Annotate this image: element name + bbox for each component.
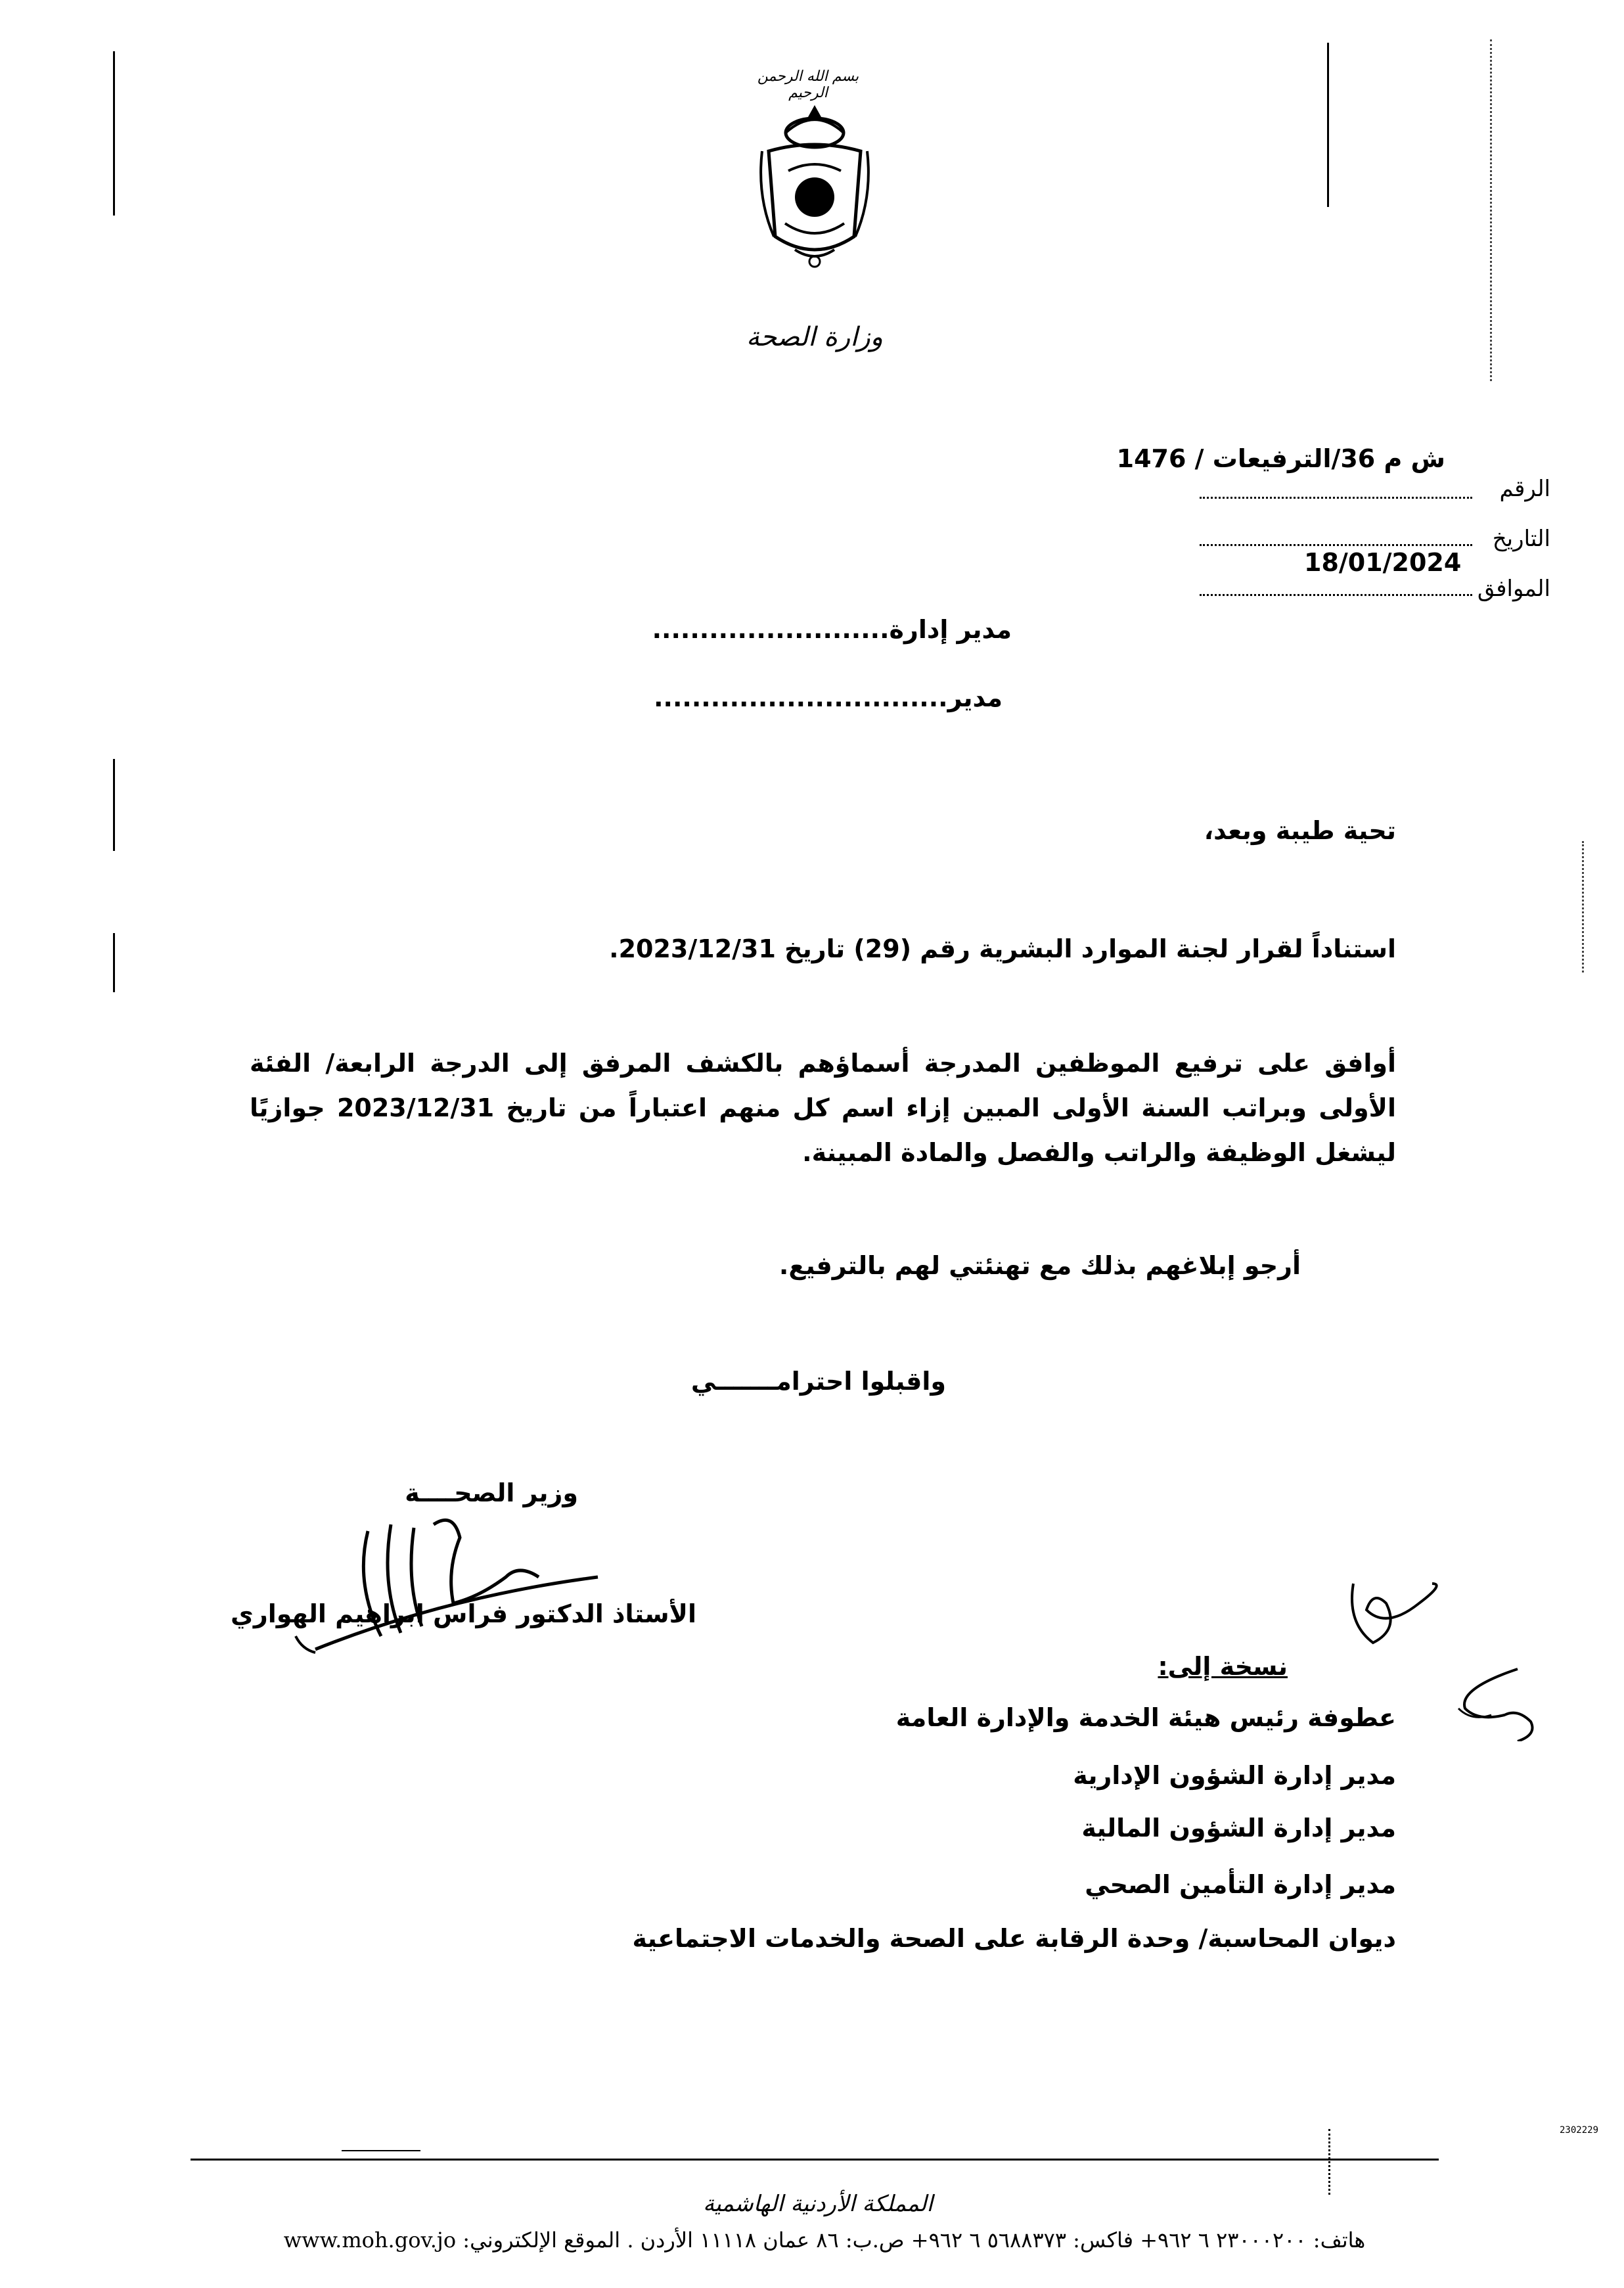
coat-of-arms-emblem (749, 99, 880, 276)
margin-line-left-lower (113, 933, 115, 992)
reference-number-dots (1200, 497, 1472, 499)
basmala: بسم الله الرحمن الرحيم (757, 68, 859, 101)
letter-closing: واقبلوا احترامـــــــي (690, 1367, 946, 1396)
margin-line-right-lower (1582, 841, 1586, 972)
letter-greeting: تحية طيبة وبعد، (1204, 816, 1396, 845)
footer-tick (1328, 2129, 1332, 2195)
ministry-name: وزارة الصحة (746, 322, 883, 352)
letter-main-paragraph: أوافق على ترفيع الموظفين المدرجة أسماؤهم بالكشف المرفق إلى الدرجة الرابعة/ الفئة الأولى وبراتب السنة الأولى المبين إزاء اسم كل منهم اعتباراً من تاريخ 2023/12/31 جوازيًا ليشغل الوظيفة والراتب والفصل والمادة المبينة. (250, 1049, 1396, 1167)
reference-date-value: 18/01/2024 (1304, 548, 1462, 577)
copy-recipient-3: مدير إدارة الشؤون المالية (1081, 1814, 1396, 1842)
signatory-name: الأستاذ الدكتور فراس ابراهيم الهواري (231, 1599, 696, 1628)
reference-date-dots (1200, 544, 1472, 546)
margin-line-right-top (1327, 43, 1329, 207)
handwritten-signature (276, 1498, 604, 1662)
document-side-code: 2302229 (1560, 2125, 1599, 2136)
margin-line-right-dotted (1490, 39, 1494, 381)
copy-recipient-1: عطوفة رئيس هيئة الخدمة والإدارة العامة (895, 1703, 1396, 1732)
footer-country: المملكة الأردنية الهاشمية (703, 2191, 933, 2217)
copy-recipient-2: مدير إدارة الشؤون الإدارية (1073, 1761, 1396, 1790)
margin-line-left-top (113, 51, 115, 216)
initials-mark-1 (1340, 1570, 1452, 1649)
footer-small-stamp-line (342, 2150, 420, 2151)
margin-line-left-middle (113, 759, 115, 851)
reference-hijri-label: الموافق (1477, 576, 1550, 602)
reference-hijri-dots (1200, 594, 1472, 596)
reference-number-label: الرقم (1499, 476, 1550, 502)
footer-rule (191, 2159, 1439, 2161)
letter-request-line: أرجو إبلاغهم بذلك مع تهنئتي لهم بالترفيع. (778, 1251, 1301, 1280)
addressee-line-2: مدير............................... (654, 683, 1003, 712)
reference-number-value: ش م 36/الترفيعات / 1476 (1116, 444, 1445, 473)
addressee-line-1: مدير إدارة......................... (652, 615, 1012, 644)
letter-reference-line: استناداً لقرار لجنة الموارد البشرية رقم (29) تاريخ 2023/12/31. (609, 934, 1396, 963)
reference-date-label: التاريخ (1492, 526, 1550, 552)
footer-contact: هاتف: ٢٣٠٠٠٢٠٠ ٦ ٩٦٢+ فاكس: ٥٦٨٨٣٧٣ ٦ ٩٦٢+ ص.ب: ٨٦ عمان ١١١١٨ الأردن . الموقع الإلكتروني: www.moh.gov.jo (283, 2228, 1366, 2253)
signatory-title: وزير الصحــــة (405, 1478, 578, 1507)
copy-recipient-5: ديوان المحاسبة/ وحدة الرقابة على الصحة والخدمات الاجتماعية (632, 1924, 1396, 1953)
copy-recipient-4: مدير إدارة التأمين الصحي (1085, 1870, 1396, 1899)
copies-heading: نسخة إلى: (1158, 1652, 1288, 1681)
initials-mark-2 (1439, 1662, 1550, 1741)
